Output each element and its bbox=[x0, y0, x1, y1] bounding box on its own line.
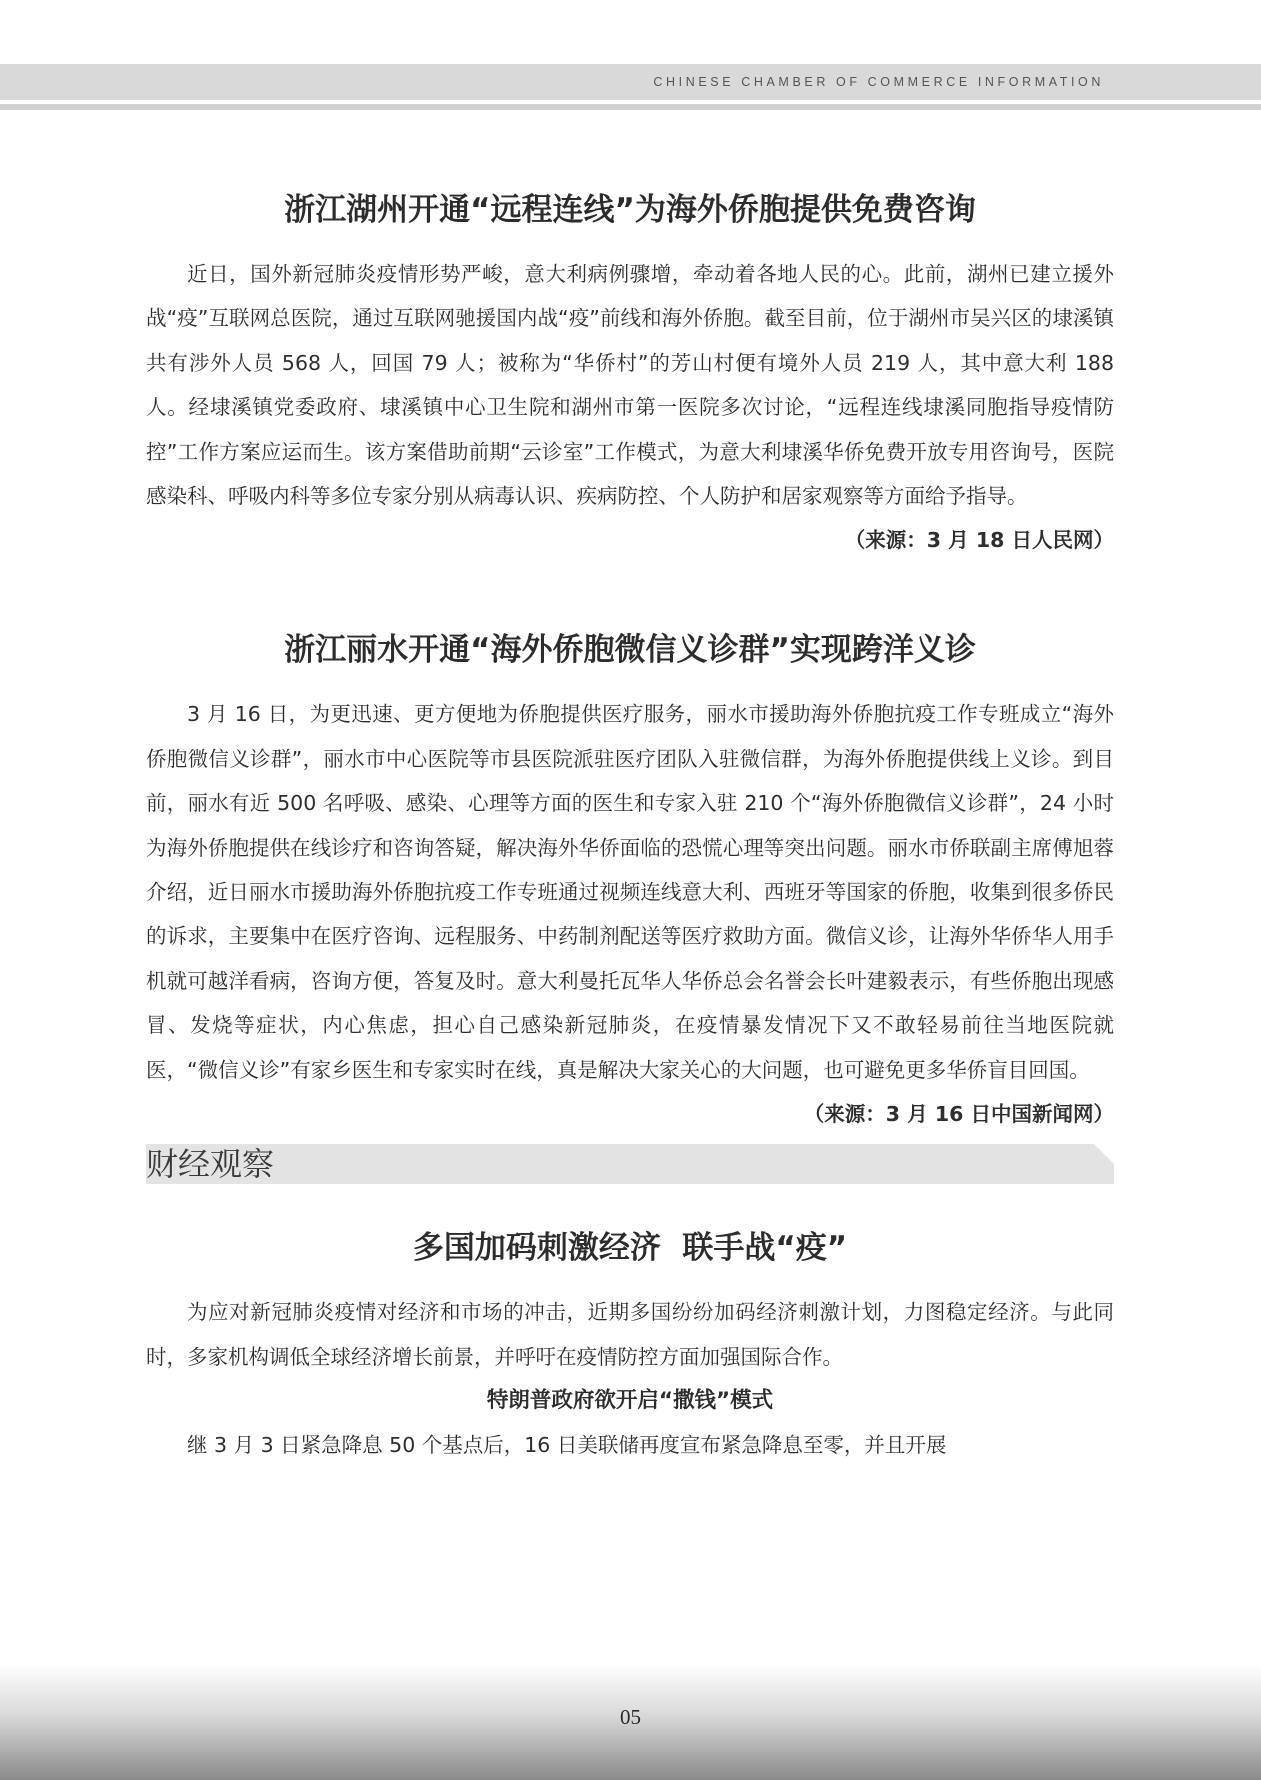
section-banner-shape bbox=[146, 1144, 1114, 1184]
header-divider bbox=[0, 104, 1261, 110]
article-intro: 为应对新冠肺炎疫情对经济和市场的冲击，近期多国纷纷加码经济刺激计划，力图稳定经济。与此同时，多家机构调低全球经济增长前景，并呼吁在疫情防控方面加强国际合作。 bbox=[146, 1300, 1114, 1369]
article-title: 浙江湖州开通“远程连线”为海外侨胞提供免费咨询 bbox=[284, 192, 976, 228]
article-source: （来源：3 月 18 日人民网） bbox=[844, 528, 1114, 553]
running-title: CHINESE CHAMBER OF COMMERCE INFORMATION bbox=[653, 75, 1104, 89]
article-huzhou bbox=[146, 190, 1114, 562]
article-source: （来源：3 月 16 日中国新闻网） bbox=[803, 1102, 1114, 1127]
article-body: 近日，国外新冠肺炎疫情形势严峻，意大利病例骤增，牵动着各地人民的心。此前，湖州已建立援外战“疫”互联网总医院，通过互联网驰援国内战“疫”前线和海外侨胞。截至目前，位于湖州市吴兴区的埭溪镇共有涉外人员 568 人，回国 79 人；被称为“华侨村”的芳山村便有境外人员 219 人，其中意大利 188 人。经埭溪镇党委政府、埭溪镇中心卫生院和湖州市第一医院多次讨论，“远程连线埭溪同胞指导疫情防控”工作方案应运而生。该方案借助前期“云诊室”工作模式，为意大利埭溪华侨免费开放专用咨询号，医院感染科、呼吸内科等多位专家分别从病毒认识、疾病防控、个人防护和居家观察等方面给予指导。 bbox=[146, 262, 1114, 509]
article-body: 继 3 月 3 日紧急降息 50 个基点后，16 日美联储再度宣布紧急降息至零，并且开展 bbox=[187, 1432, 947, 1457]
article-title: 多国加码刺激经济 联手战“疫” bbox=[412, 1230, 848, 1267]
article-lishui bbox=[146, 630, 1114, 1127]
section-header bbox=[146, 1144, 1114, 1184]
article-body bbox=[146, 692, 1114, 1127]
article-subheading: 特朗普政府欲开启“撒钱”模式 bbox=[486, 1387, 774, 1413]
page-number: 05 bbox=[620, 1705, 641, 1729]
page-content bbox=[146, 190, 1114, 1467]
article-body-text: 3 月 16 日，为更迅速、更方便地为侨胞提供医疗服务，丽水市援助海外侨胞抗疫工作专班成立“海外侨胞微信义诊群”，丽水市中心医院等市县医院派驻医疗团队入驻微信群，为海外侨胞提供线上义诊。到目前，丽水有近 500 名呼吸、感染、心理等方面的医生和专家入驻 210 个“海外侨胞微信义诊群”，24 小时为海外侨胞提供在线诊疗和咨询答疑，解决海外华侨面临的恐慌心理等突出问题。丽水市侨联副主席傅旭蓉介绍，近日丽水市援助海外侨胞抗疫工作专班通过视频连线意大利、西班牙等国家的侨胞，收集到很多侨民的诉求，主要集中在医疗咨询、远程服务、中药制剂配送等医疗救助方面。微信义诊，让海外华侨华人用手机就可越洋看病，咨询方便，答复及时。意大利曼托瓦华人华侨总会名誉会长叶建毅表示，有些侨胞出现感冒、发烧等症状，内心焦虑，担心自己感染新冠肺炎，在疫情暴发情况下又不敢轻易前往当地医院就医，“微信义诊”有家乡医生和专家实时在线，真是解决大家关心的大问题，也可避免更多华侨盲目回国。 bbox=[146, 702, 1114, 1082]
section-label: 财经观察 bbox=[146, 1145, 275, 1184]
article-title: 浙江丽水开通“海外侨胞微信义诊群”实现跨洋义诊 bbox=[284, 632, 976, 669]
article-economy bbox=[146, 1228, 1114, 1467]
